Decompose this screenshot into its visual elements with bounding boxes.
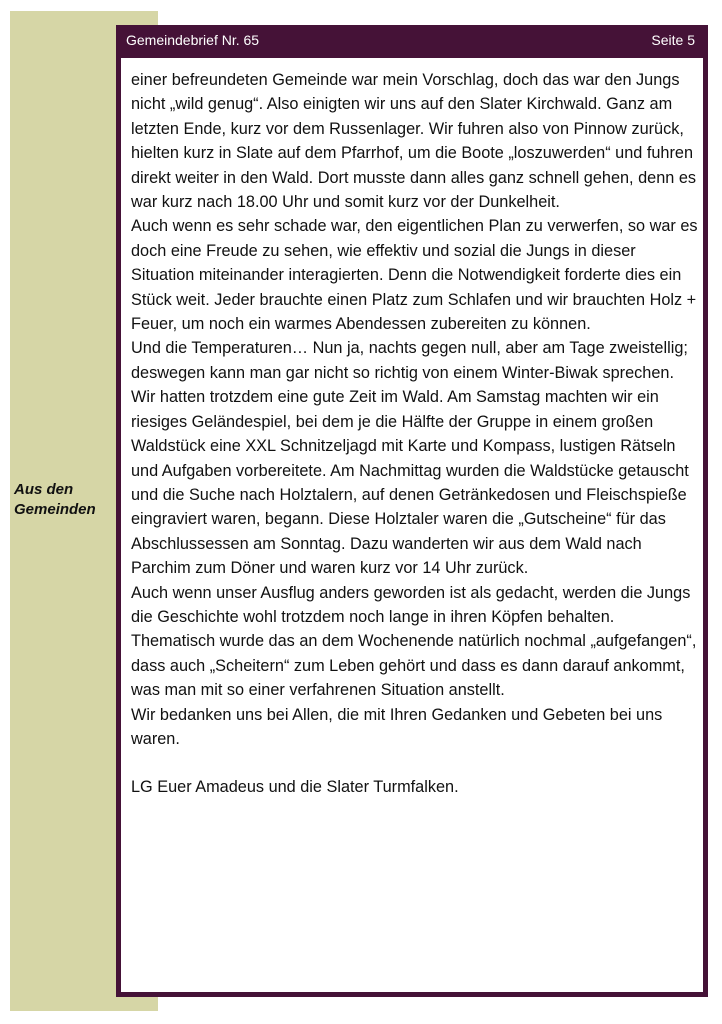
section-label-line2: Gemeinden: [14, 501, 96, 518]
signature: LG Euer Amadeus und die Slater Turmfalken.: [131, 778, 459, 797]
page-number: Seite 5: [651, 32, 695, 48]
newsletter-title: Gemeindebrief Nr. 65: [126, 32, 260, 48]
article-body: [131, 68, 701, 800]
paragraph: Und die Temperaturen… Nun ja, nachts gegen null, aber am Tage zweistellig; deswegen kann man gar nicht so richtig von einem Winter-Biwak sprechen. Wir hatten trotzdem eine gute Zeit im Wald. Am Samstag machten wir ein riesiges Geländespiel, bei dem je die Hälfte der Gruppe in einem großen Waldstück eine XXL Schnitzeljagd mit Karte und Kompass, lustigen Rätseln und Aufgaben vorbereitete. Am Nachmittag wurden die Waldstücke getauscht und die Suche nach Holztalern, auf denen Getränkedosen und Fleischspieße eingraviert waren, begann. Diese Holztaler waren die „Gutscheine“ für das Abschlussessen am Sonntag. Dazu wanderten wir aus dem Wald nach Parchim zum Döner und waren kurz vor 14 Uhr zurück.: [131, 339, 689, 578]
paragraph: Wir bedanken uns bei Allen, die mit Ihren Gedanken und Gebeten bei uns waren.: [131, 705, 663, 748]
section-label-line1: Aus den: [14, 481, 74, 498]
section-label: [14, 480, 110, 520]
page-frame: [116, 25, 708, 997]
paragraph: Auch wenn unser Ausflug anders geworden ist als gedacht, werden die Jungs die Geschichte wohl trotzdem noch lange in ihren Köpfen behalten. Thematisch wurde das an dem Wochenende natürlich nochmal „aufgefangen“, dass auch „Scheitern“ zum Leben gehört und dass es dann darauf ankommt, was man mit so einer verfahrenen Situation anstellt.: [131, 583, 697, 700]
paragraph: Auch wenn es sehr schade war, den eigentlichen Plan zu verwerfen, so war es doch eine Freude zu sehen, wie effektiv und sozial die Jungs in dieser Situation miteinander interagierten. Denn die Notwendigkeit forderte dies ein Stück weit. Jeder brauchte einen Platz zum Schlafen und wir brauchten Holz + Feuer, um noch ein warmes Abendessen zubereiten zu können.: [131, 217, 698, 334]
header-bar: [121, 30, 703, 58]
paragraph: einer befreundeten Gemeinde war mein Vorschlag, doch das war den Jungs nicht „wild genug“. Also einigten wir uns auf den Slater Kirchwald. Ganz am letzten Ende, kurz vor dem Russenlager. Wir fuhren also von Pinnow zurück, hielten kurz in Slate auf dem Pfarrhof, um die Boote „loszuwerden“ und fuhren direkt weiter in den Wald. Dort musste dann alles ganz schnell gehen, denn es war kurz nach 18.00 Uhr und somit kurz vor der Dunkelheit.: [131, 71, 697, 212]
